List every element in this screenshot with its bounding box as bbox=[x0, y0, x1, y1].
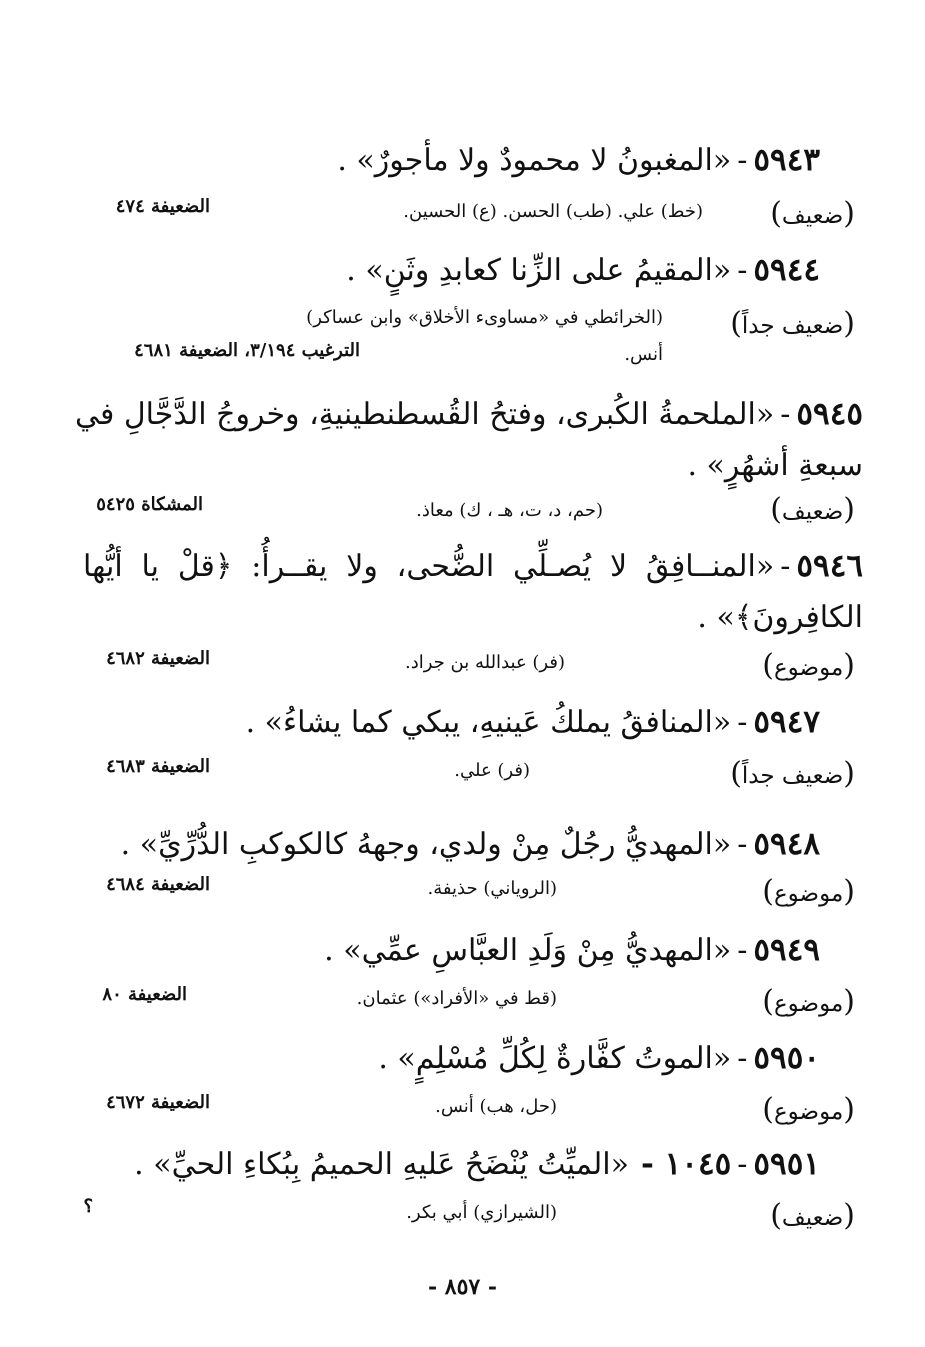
source-5951: (الشيرازي) أبي بكر. bbox=[406, 1202, 557, 1223]
hadith-text: «المهديُّ رجُلٌ مِنْ ولدي، وجههُ كالكوكبِ الدُّرِّيِّ» . bbox=[120, 827, 732, 862]
grade-5949: (موضوع) bbox=[762, 984, 855, 1019]
source-5949: (قط في «الأفراد») عثمان. bbox=[356, 988, 557, 1009]
grade-5947: (ضعيف جداً) bbox=[730, 756, 855, 791]
hadith-number: ٥٩٥١ bbox=[753, 1146, 820, 1182]
hadith-5950: ٥٩٥٠-«الموتُ كفَّارةٌ لِكُلِّ مُسْلِمٍ» . bbox=[378, 1040, 820, 1076]
grade-5946: (موضوع) bbox=[762, 648, 855, 683]
hadith-5944: ٥٩٤٤-«المقيمُ على الزِّنا كعابدِ وثَنٍ» . bbox=[346, 252, 820, 288]
hadith-number: ٥٩٤٤ bbox=[753, 252, 820, 288]
grade-5950: (موضوع) bbox=[762, 1092, 855, 1127]
source-5946: (فر) عبدالله بن جراد. bbox=[405, 652, 565, 673]
grade-label: ضعيف جداً bbox=[741, 763, 844, 789]
hadith-text: «المنــافِقُ لا يُصـلِّي الضُّحى، ولا يقــرأُ: ﴿قلْ يا أيُّها bbox=[83, 549, 775, 584]
source-5944-line2: أنس. bbox=[624, 344, 663, 365]
hadith-5945-line2: سبعةِ أشهُرٍ» . bbox=[687, 448, 863, 483]
grade-label: موضوع bbox=[773, 1099, 844, 1125]
grade-5948: (موضوع) bbox=[762, 874, 855, 909]
hadith-text: «المغبونُ لا محمودٌ ولا مأجورٌ» . bbox=[337, 143, 732, 178]
page-number: - ٨٥٧ - bbox=[427, 1274, 498, 1300]
hadith-number: ٥٩٤٩ bbox=[753, 932, 820, 968]
hadith-text: «المقيمُ على الزِّنا كعابدِ وثَنٍ» . bbox=[346, 253, 732, 288]
hadith-number: ٥٩٤٣ bbox=[753, 142, 820, 178]
hadith-text: «الميِّتُ يُنْضَحُ عَليهِ الحميمُ بِبُكاءِ الحيِّ» . bbox=[134, 1147, 629, 1182]
hadith-number: ٥٩٤٦ bbox=[796, 548, 863, 584]
source-5947: (فر) علي. bbox=[454, 760, 530, 781]
reference-5946: الضعيفة ٤٦٨٢ bbox=[106, 648, 210, 669]
source-5945: (حم، د، ت، هـ ، ك) معاذ. bbox=[416, 500, 603, 521]
grade-label: ضعيف bbox=[781, 1205, 844, 1231]
source-5943: (خط) علي. (طب) الحسن. (ع) الحسين. bbox=[403, 201, 703, 222]
hadith-number: ٥٩٤٨ bbox=[753, 826, 820, 862]
hadith-number: ٥٩٤٥ bbox=[796, 396, 863, 432]
hadith-5943: ٥٩٤٣-«المغبونُ لا محمودٌ ولا مأجورٌ» . bbox=[337, 142, 820, 178]
reference-5944: الترغيب ٣/١٩٤، الضعيفة ٤٦٨١ bbox=[134, 340, 360, 361]
hadith-text: «الملحمةُ الكُبرى، وفتحُ القُسطنطينيةِ، وخروجُ الدَّجَّالِ في bbox=[74, 397, 775, 432]
hadith-5946-line1: ٥٩٤٦-«المنــافِقُ لا يُصـلِّي الضُّحى، ولا يقــرأُ: ﴿قلْ يا أيُّها bbox=[83, 548, 863, 584]
hadith-text: «المهديُّ مِنْ وَلَدِ العبَّاسِ عمِّي» . bbox=[324, 933, 732, 968]
hadith-5947: ٥٩٤٧-«المنافقُ يملكُ عَينيهِ، يبكي كما يشاءُ» . bbox=[245, 704, 820, 740]
hadith-number: ٥٩٤٧ bbox=[753, 704, 820, 740]
hadith-5948: ٥٩٤٨-«المهديُّ رجُلٌ مِنْ ولدي، وجههُ كالكوكبِ الدُّرِّيِّ» . bbox=[120, 826, 820, 862]
grade-label: ضعيف جداً bbox=[741, 313, 844, 339]
grade-5945: (ضعيف) bbox=[770, 492, 855, 527]
cross-reference-number: ١٠٤٥ - bbox=[640, 1146, 732, 1182]
grade-label: موضوع bbox=[773, 655, 844, 681]
source-5948: (الروياني) حذيفة. bbox=[427, 878, 557, 899]
hadith-text: «الموتُ كفَّارةٌ لِكُلِّ مُسْلِمٍ» . bbox=[378, 1041, 732, 1076]
grade-5944: (ضعيف جداً) bbox=[730, 306, 855, 341]
reference-5947: الضعيفة ٤٦٨٣ bbox=[106, 756, 210, 777]
grade-label: موضوع bbox=[773, 991, 844, 1017]
reference-5950: الضعيفة ٤٦٧٢ bbox=[106, 1092, 210, 1113]
hadith-5945-line1: ٥٩٤٥-«الملحمةُ الكُبرى، وفتحُ القُسطنطينيةِ، وخروجُ الدَّجَّالِ في bbox=[74, 396, 863, 432]
hadith-text: «المنافقُ يملكُ عَينيهِ، يبكي كما يشاءُ» . bbox=[245, 705, 732, 740]
source-5944-line1: (الخرائطي في «مساوىء الأخلاق» وابن عساكر) bbox=[306, 307, 663, 328]
reference-5945: المشكاة ٥٤٢٥ bbox=[96, 494, 203, 515]
grade-label: ضعيف bbox=[781, 499, 844, 525]
grade-5943: (ضعيف) bbox=[770, 196, 855, 231]
grade-5951: (ضعيف) bbox=[770, 1198, 855, 1233]
grade-label: ضعيف bbox=[781, 203, 844, 229]
reference-5948: الضعيفة ٤٦٨٤ bbox=[106, 874, 210, 895]
reference-5943: الضعيفة ٤٧٤ bbox=[115, 196, 210, 217]
grade-label: موضوع bbox=[773, 881, 844, 907]
hadith-number: ٥٩٥٠ bbox=[753, 1040, 820, 1076]
reference-5949: الضعيفة ٨٠ bbox=[102, 984, 187, 1005]
hadith-5951: ٥٩٥١-١٠٤٥ -«الميِّتُ يُنْضَحُ عَليهِ الحميمُ بِبُكاءِ الحيِّ» . bbox=[134, 1146, 820, 1182]
hadith-5946-line2: الكافِرونَ﴾» . bbox=[697, 600, 863, 635]
hadith-5949: ٥٩٤٩-«المهديُّ مِنْ وَلَدِ العبَّاسِ عمِّي» . bbox=[324, 932, 820, 968]
reference-5951: ؟ bbox=[83, 1196, 93, 1217]
source-5950: (حل، هب) أنس. bbox=[435, 1096, 557, 1117]
